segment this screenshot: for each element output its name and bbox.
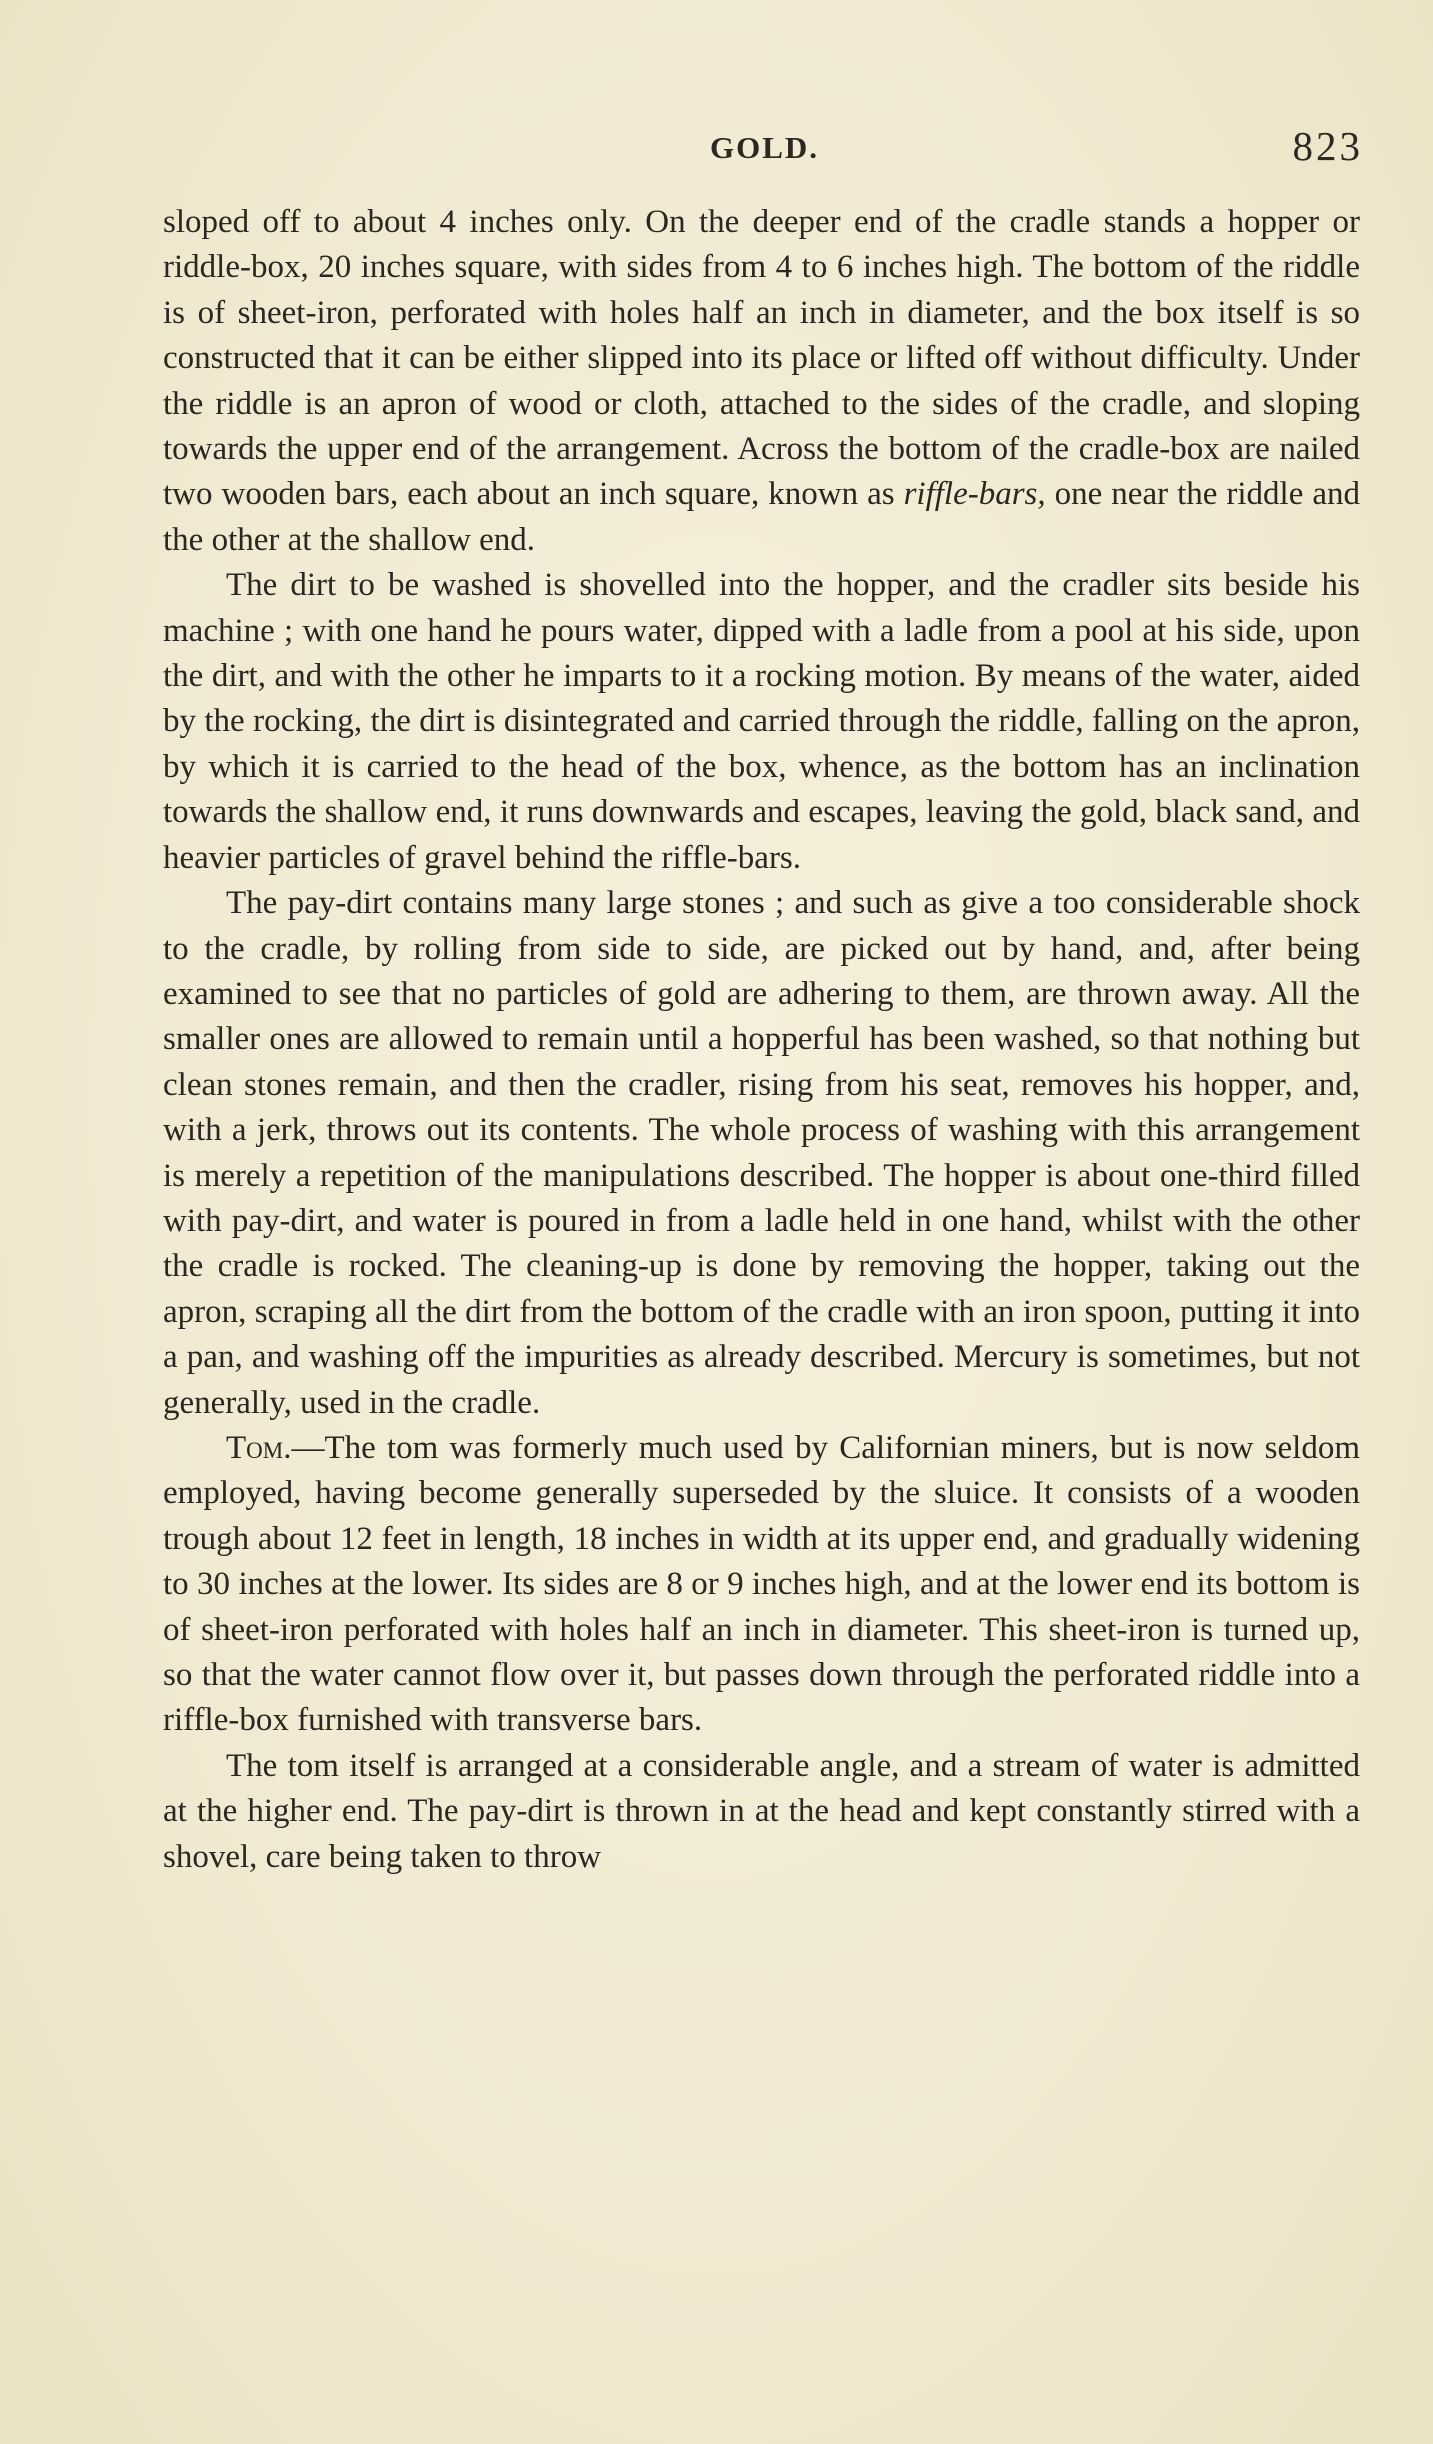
- paragraph-text-tail: one near the riddle and the other at the shallow end.: [163, 476, 1360, 558]
- paragraph-cradle-construction: [163, 200, 1360, 563]
- riffle-bars-term: riffle-bars,: [903, 476, 1046, 513]
- paragraph-tom: [163, 1426, 1360, 1744]
- running-head: GOLD.: [710, 130, 820, 165]
- paragraph-text: sloped off to about 4 inches only. On the deeper end of the cradle stands a hopper or riddle-box, 20 inches square, with sides from 4 to 6 inches high. The bottom of the riddle is of sheet-iron, perforated with holes half an inch in diameter, and the box itself is so constructed that it can be either slipped into its place or lifted off without difficulty. Under the riddle is an apron of wood or cloth, attached to the sides of the cradle, and sloping towards the upper end of the arrangement. Across the bottom of the cradle-box are nailed two wooden bars, each about an inch square, known as: [163, 204, 1360, 513]
- paragraph-text: The dirt to be washed is shovelled into the hopper, and the cradler sits beside his machine ; with one hand he pours water, dipped with a ladle from a pool at his side, upon the dirt, and with the other he imparts to it a rocking motion. By means of the water, aided by the rocking, the dirt is disintegrated and carried through the riddle, falling on the apron, by which it is carried to the head of the box, whence, as the bottom has an inclination towards the shallow end, it runs downwards and escapes, leaving the gold, black sand, and heavier particles of gravel behind the riffle-bars.: [163, 567, 1360, 876]
- paragraph-text: The pay-dirt contains many large stones ; and such as give a too considerable shock to the cradle, by rolling from side to side, are picked out by hand, and, after being examined to see that no particles of gold are adhering to them, are thrown away. All the smaller ones are allowed to remain until a hopperful has been washed, so that nothing but clean stones remain, and then the cradler, rising from his seat, removes his hopper, and, with a jerk, throws out its contents. The whole process of washing with this arrangement is merely a repetition of the manipulations described. The hopper is about one-third filled with pay-dirt, and water is poured in from a ladle held in one hand, whilst with the other the cradle is rocked. The cleaning-up is done by removing the hopper, taking out the apron, scraping all the dirt from the bottom of the cradle with an iron spoon, putting it into a pan, and washing off the impurities as already described. Mercury is sometimes, but not generally, used in the cradle.: [163, 885, 1360, 1421]
- body-text: [163, 200, 1360, 1880]
- paragraph-tom-arrangement: [163, 1744, 1360, 1880]
- paragraph-pay-dirt: [163, 881, 1360, 1426]
- section-lead-tom: Tom.: [226, 1429, 292, 1466]
- paragraph-text: The tom itself is arranged at a considerable angle, and a stream of water is admitted at the higher end. The pay-dirt is thrown in at the head and kept constantly stirred with a shovel, care being taken to throw: [163, 1747, 1360, 1875]
- paragraph-washing-process: [163, 563, 1360, 881]
- paragraph-text: —The tom was formerly much used by Californian miners, but is now seldom employed, having become generally superseded by the sluice. It consists of a wooden trough about 12 feet in length, 18 inches in width at its upper end, and gradually widening to 30 inches at the lower. Its sides are 8 or 9 inches high, and at the lower end its bottom is of sheet-iron perforated with holes half an inch in diameter. This sheet-iron is turned up, so that the water cannot flow over it, but passes down through the perforated riddle into a riffle-box furnished with transverse bars.: [163, 1429, 1360, 1739]
- page-header: [163, 122, 1363, 172]
- page-number: 823: [1292, 123, 1363, 169]
